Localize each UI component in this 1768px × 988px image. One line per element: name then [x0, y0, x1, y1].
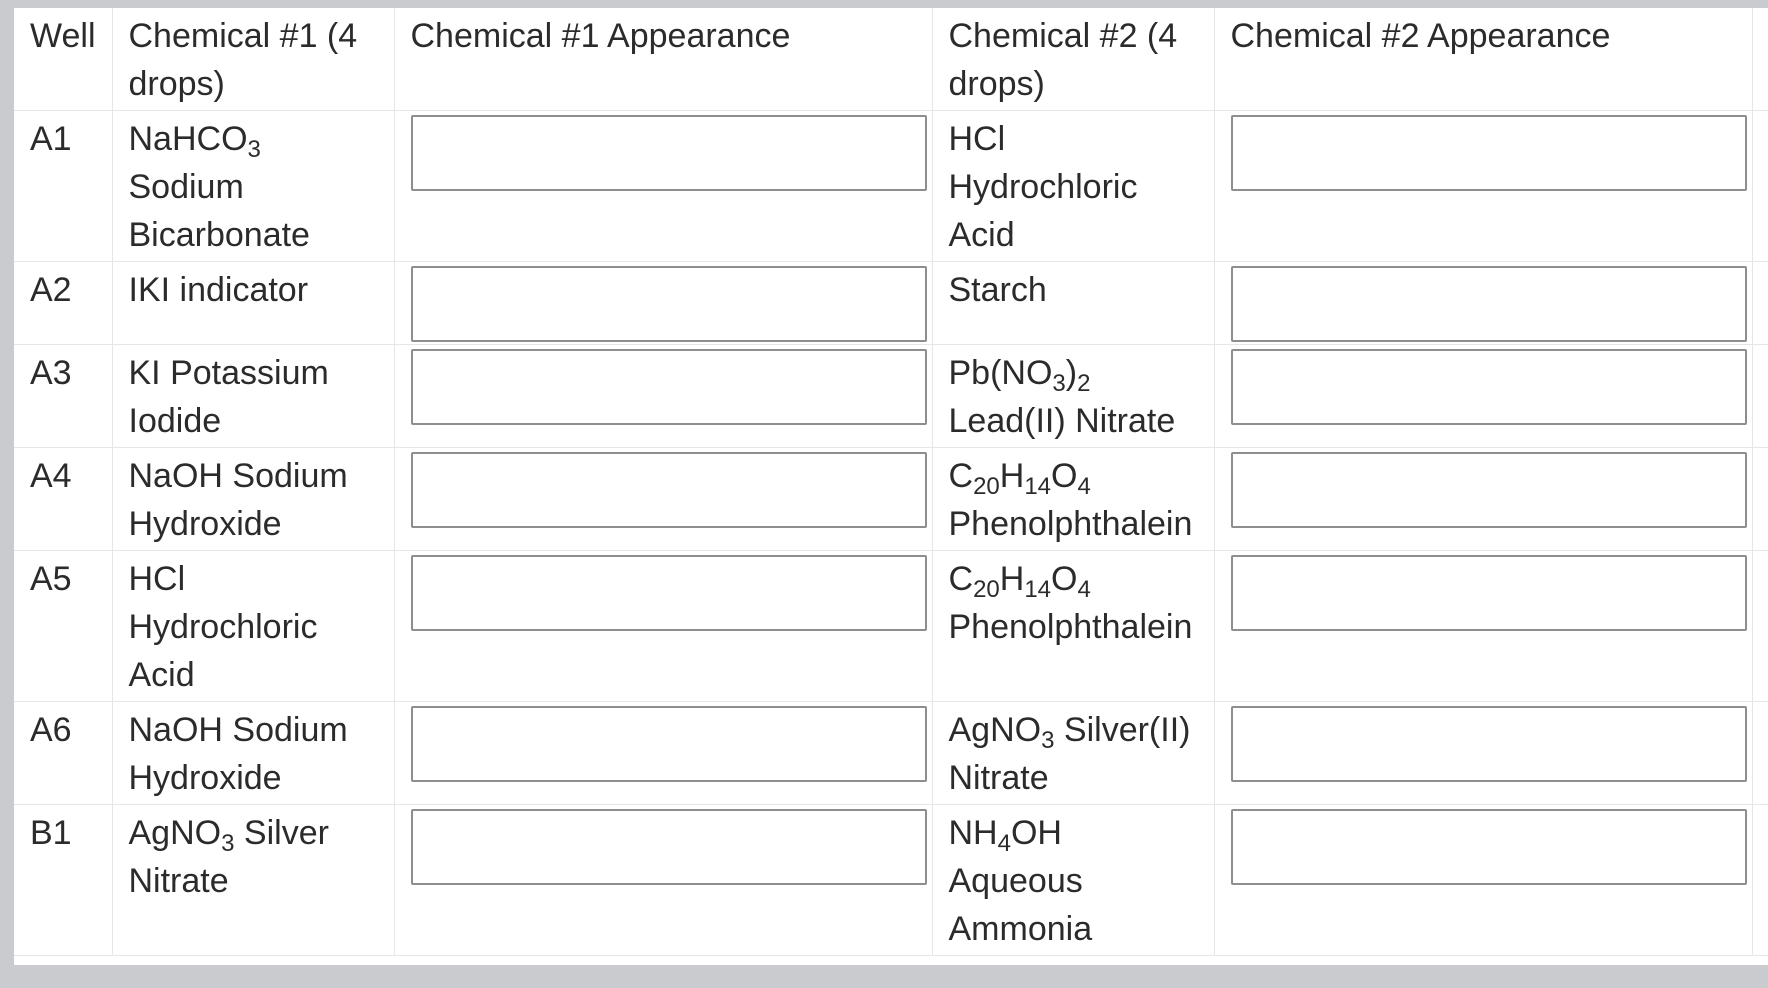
chemical-formula [129, 711, 223, 749]
table-row [14, 805, 1768, 956]
chemical-formula [949, 120, 1006, 158]
formula-text: Pb(NO [948, 354, 1053, 392]
chemical-1-appearance-input[interactable] [411, 266, 927, 342]
chemical-formula [948, 711, 1055, 754]
formula-text: ) [1065, 354, 1078, 392]
chemical-formula [129, 457, 223, 495]
chemical-2-cell [932, 345, 1214, 448]
formula-text: AgNO [948, 711, 1042, 749]
chemical-1-appearance-cell [394, 551, 932, 702]
chemical-2-cell [932, 551, 1214, 702]
formula-text: C [948, 457, 974, 495]
chemical-name: Phenolphthalein [948, 505, 1193, 543]
table-row [14, 111, 1768, 262]
extra-column-cell [1752, 262, 1768, 345]
table-row [14, 345, 1768, 448]
formula-subscript: 3 [1041, 727, 1055, 754]
formula-text: NaHCO [128, 120, 248, 158]
chemical-1-appearance-cell [394, 805, 932, 956]
chemical-2-appearance-cell [1214, 551, 1752, 702]
formula-subscript: 4 [1077, 473, 1091, 500]
chemical-1-cell [112, 702, 394, 805]
extra-column-cell [1752, 702, 1768, 805]
formula-subscript: 2 [1077, 370, 1091, 397]
extra-column-cell [1752, 111, 1768, 262]
extra-column-cell [1752, 448, 1768, 551]
well-id: A1 [14, 111, 112, 262]
formula-text: Starch [948, 271, 1047, 309]
chemical-formula [128, 120, 261, 163]
chemical-1-appearance-cell [394, 345, 932, 448]
table-row [14, 448, 1768, 551]
formula-subscript: 20 [973, 576, 1000, 603]
header-row [14, 8, 1768, 111]
chemical-name: Aqueous Ammonia [948, 862, 1093, 948]
chemical-1-appearance-input[interactable] [411, 555, 927, 631]
extra-column-cell [1752, 805, 1768, 956]
header-chemical-2-appearance: Chemical #2 Appearance [1214, 8, 1752, 111]
chemical-1-appearance-input[interactable] [411, 706, 927, 782]
chemical-1-appearance-input[interactable] [411, 809, 927, 885]
chemical-1-appearance-input[interactable] [411, 349, 927, 425]
chemical-2-appearance-cell [1214, 805, 1752, 956]
chemical-2-appearance-cell [1214, 262, 1752, 345]
chemical-2-appearance-cell [1214, 345, 1752, 448]
formula-text: HCl [948, 120, 1006, 158]
chemical-name: Phenolphthalein [948, 608, 1193, 646]
header-chemical-2: Chemical #2 (4 drops) [932, 8, 1214, 111]
chemical-2-appearance-input[interactable] [1231, 809, 1747, 885]
chemical-name: Silver(II) Nitrate [948, 711, 1191, 797]
formula-text: C [948, 560, 974, 598]
header-chemical-1: Chemical #1 (4 drops) [112, 8, 394, 111]
extra-column-cell [1752, 345, 1768, 448]
well-id: A3 [14, 345, 112, 448]
chemical-2-appearance-cell [1214, 448, 1752, 551]
chemical-name: Silver Nitrate [128, 814, 329, 900]
formula-subscript: 3 [1052, 370, 1066, 397]
chemical-1-cell [112, 111, 394, 262]
chemical-name: Hydrochloric Acid [128, 608, 318, 694]
formula-text: IKI indicator [128, 271, 309, 309]
well-id: A5 [14, 551, 112, 702]
chemical-1-appearance-input[interactable] [411, 452, 927, 528]
chemical-2-cell [932, 111, 1214, 262]
formula-text: O [1051, 457, 1078, 495]
chemical-1-appearance-input[interactable] [411, 115, 927, 191]
chemical-formula [948, 560, 1091, 603]
chemical-2-appearance-input[interactable] [1231, 452, 1747, 528]
chemical-2-appearance-input[interactable] [1231, 266, 1747, 342]
chemical-1-cell [112, 805, 394, 956]
formula-text: H [999, 560, 1025, 598]
chemical-1-cell [112, 262, 394, 345]
chemical-2-appearance-input[interactable] [1231, 349, 1747, 425]
chemical-2-cell [932, 702, 1214, 805]
chemical-1-cell [112, 448, 394, 551]
chemical-formula [128, 814, 235, 857]
formula-text: OH [1010, 814, 1062, 852]
chemical-formula [948, 814, 1062, 857]
chemical-formula [129, 271, 309, 309]
formula-subscript: 3 [221, 830, 235, 857]
chemical-1-cell [112, 345, 394, 448]
chemical-2-cell [932, 262, 1214, 345]
header-extra-column [1752, 8, 1768, 111]
chemical-2-appearance-input[interactable] [1231, 115, 1747, 191]
formula-text: HCl [128, 560, 186, 598]
well-id: A6 [14, 702, 112, 805]
formula-text: H [999, 457, 1025, 495]
chemical-1-appearance-cell [394, 702, 932, 805]
chemical-1-appearance-cell [394, 448, 932, 551]
chemical-1-appearance-cell [394, 111, 932, 262]
formula-text: KI [128, 354, 161, 392]
header-well: Well [14, 8, 112, 111]
chemical-1-appearance-cell [394, 262, 932, 345]
formula-subscript: 20 [973, 473, 1000, 500]
chemical-2-cell [932, 448, 1214, 551]
header-chemical-1-appearance: Chemical #1 Appearance [394, 8, 932, 111]
chemical-2-appearance-cell [1214, 111, 1752, 262]
formula-text: NH [948, 814, 998, 852]
extra-column-cell [1752, 551, 1768, 702]
chemical-2-appearance-input[interactable] [1231, 706, 1747, 782]
chemical-name: Potassium Iodide [128, 354, 329, 440]
table-row [14, 262, 1768, 345]
formula-text: NaOH [128, 711, 223, 749]
formula-subscript: 4 [1077, 576, 1091, 603]
chemical-formula [948, 354, 1091, 397]
formula-subscript: 14 [1024, 576, 1052, 603]
chemical-1-cell [112, 551, 394, 702]
chemical-2-cell [932, 805, 1214, 956]
chemical-formula [129, 560, 186, 598]
well-id: A4 [14, 448, 112, 551]
chemical-name: Hydrochloric Acid [948, 168, 1138, 254]
formula-subscript: 14 [1024, 473, 1052, 500]
formula-subscript: 4 [997, 830, 1011, 857]
chemical-name: Sodium Bicarbonate [128, 168, 310, 254]
formula-text: NaOH [128, 457, 223, 495]
chemical-formula [948, 457, 1091, 500]
table-row [14, 702, 1768, 805]
chemical-formula [129, 354, 161, 392]
chemical-formula [949, 271, 1047, 309]
formula-text: AgNO [128, 814, 222, 852]
formula-subscript: 3 [247, 136, 261, 163]
chemical-name: Sodium Hydroxide [128, 457, 348, 543]
chemical-2-appearance-input[interactable] [1231, 555, 1747, 631]
chemical-reaction-table [14, 8, 1768, 956]
chemical-name: Lead(II) Nitrate [948, 402, 1176, 440]
chemical-2-appearance-cell [1214, 702, 1752, 805]
chemical-name: Sodium Hydroxide [128, 711, 348, 797]
table-row [14, 551, 1768, 702]
worksheet [14, 8, 1768, 965]
well-id: A2 [14, 262, 112, 345]
well-id: B1 [14, 805, 112, 956]
formula-text: O [1051, 560, 1078, 598]
